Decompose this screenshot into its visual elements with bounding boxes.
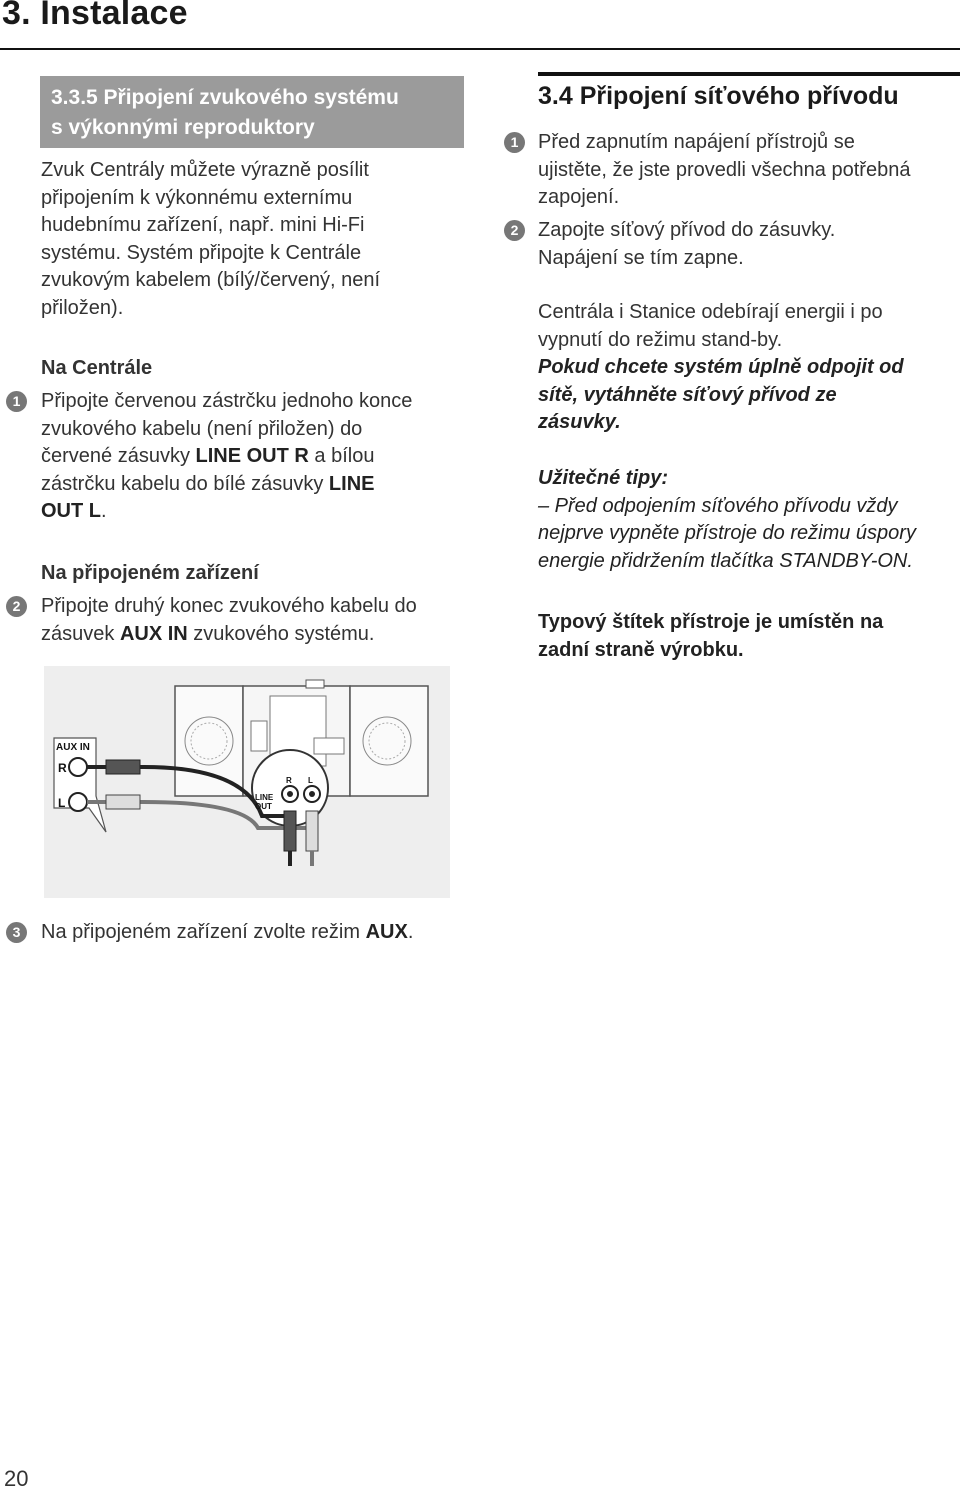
tips-block: [538, 465, 916, 575]
warning-line: zásuvky.: [538, 411, 621, 433]
label-line: Typový štítek přístroje je umístěn na: [538, 611, 884, 633]
tip-line: – Před odpojením síťového přívodu vždy: [538, 494, 898, 517]
step-line: zapojení.: [538, 186, 620, 208]
step-2-line: Připojte druhý konec zvukového kabelu do: [41, 595, 417, 617]
aux-l-label: L: [58, 796, 66, 810]
intro-paragraph: [41, 157, 380, 322]
step-1-line: Připojte červenou zástrčku jednoho konce: [41, 390, 413, 412]
step-line: Před zapnutím napájení přístrojů se: [538, 131, 855, 153]
tip-line: energie přidržením tlačítka STANDBY-ON.: [538, 549, 913, 572]
step-1-line: zástrčku kabelu do bílé zásuvky LINE: [41, 472, 375, 495]
step-number-1: 1: [504, 132, 525, 153]
chapter-title: 3. Instalace: [2, 0, 188, 32]
step-number-1: 1: [6, 391, 27, 412]
line-out-label: OUT: [255, 802, 272, 811]
jack-l-label: L: [308, 776, 313, 785]
aux-in-label: AUX IN: [56, 742, 90, 753]
step-1-line: zvukového kabelu (není přiložen) do: [41, 417, 363, 440]
note-line: vypnutí do režimu stand-by.: [538, 328, 783, 351]
section-title-line: s výkonnými reproduktory: [51, 116, 315, 139]
section-rule: [538, 72, 960, 76]
step-number-2: 2: [504, 220, 525, 241]
connection-diagram: [44, 666, 450, 898]
label-line: zadní straně výrobku.: [538, 638, 744, 661]
section-title-3-4: 3.4 Připojení síťového přívodu: [538, 82, 899, 110]
rating-label-note: [538, 609, 883, 664]
tips-heading: Užitečné tipy:: [538, 467, 669, 489]
intro-line: přiložen).: [41, 296, 124, 319]
step-1-text: [41, 388, 412, 526]
step-line: Napájení se tím zapne.: [538, 246, 744, 269]
standby-note: [538, 299, 904, 437]
step-3-text: Na připojeném zařízení zvolte režim AUX.: [41, 921, 414, 943]
step-1-line: červené zásuvky LINE OUT R a bílou: [41, 445, 375, 467]
intro-line: systému. Systém připojte k Centrále: [41, 241, 362, 264]
tip-line: nejprve vypněte přístroje do režimu úspory: [538, 522, 916, 544]
note-line: Centrála i Stanice odebírají energii i po: [538, 301, 883, 323]
power-step-1-text: [538, 129, 910, 212]
connection-illustration: [44, 666, 450, 898]
section-title-3-3-5: [40, 76, 464, 148]
intro-line: Zvuk Centrály můžete výrazně posílit: [41, 159, 369, 181]
step-number-3: 3: [6, 922, 27, 943]
step-number-2: 2: [6, 596, 27, 617]
warning-line: Pokud chcete systém úplně odpojit od: [538, 356, 904, 378]
step-1-line: OUT L.: [41, 500, 107, 522]
step-2-line: zásuvek AUX IN zvukového systému.: [41, 622, 375, 645]
intro-line: zvukovým kabelem (bílý/červený, není: [41, 269, 381, 291]
header-rule: [0, 48, 960, 50]
step-2-text: [41, 593, 417, 648]
step-line: Zapojte síťový přívod do zásuvky.: [538, 219, 836, 241]
section-title-line: 3.3.5 Připojení zvukového systému: [51, 86, 399, 109]
power-step-2-text: [538, 217, 835, 272]
subhead-na-centrale: Na Centrále: [41, 357, 153, 379]
step-line: ujistěte, že jste provedli všechna potřebná: [538, 158, 911, 181]
intro-line: připojením k výkonnému externímu: [41, 186, 353, 209]
aux-r-label: R: [58, 761, 67, 775]
warning-line: sítě, vytáhněte síťový přívod ze: [538, 383, 837, 406]
subhead-na-pripojenem-zarizeni: Na připojeném zařízení: [41, 562, 259, 584]
line-out-label: LINE: [255, 793, 274, 802]
jack-r-label: R: [286, 776, 292, 785]
intro-line: hudebnímu zařízení, např. mini Hi-Fi: [41, 214, 365, 236]
page-number: 20: [4, 1466, 29, 1491]
